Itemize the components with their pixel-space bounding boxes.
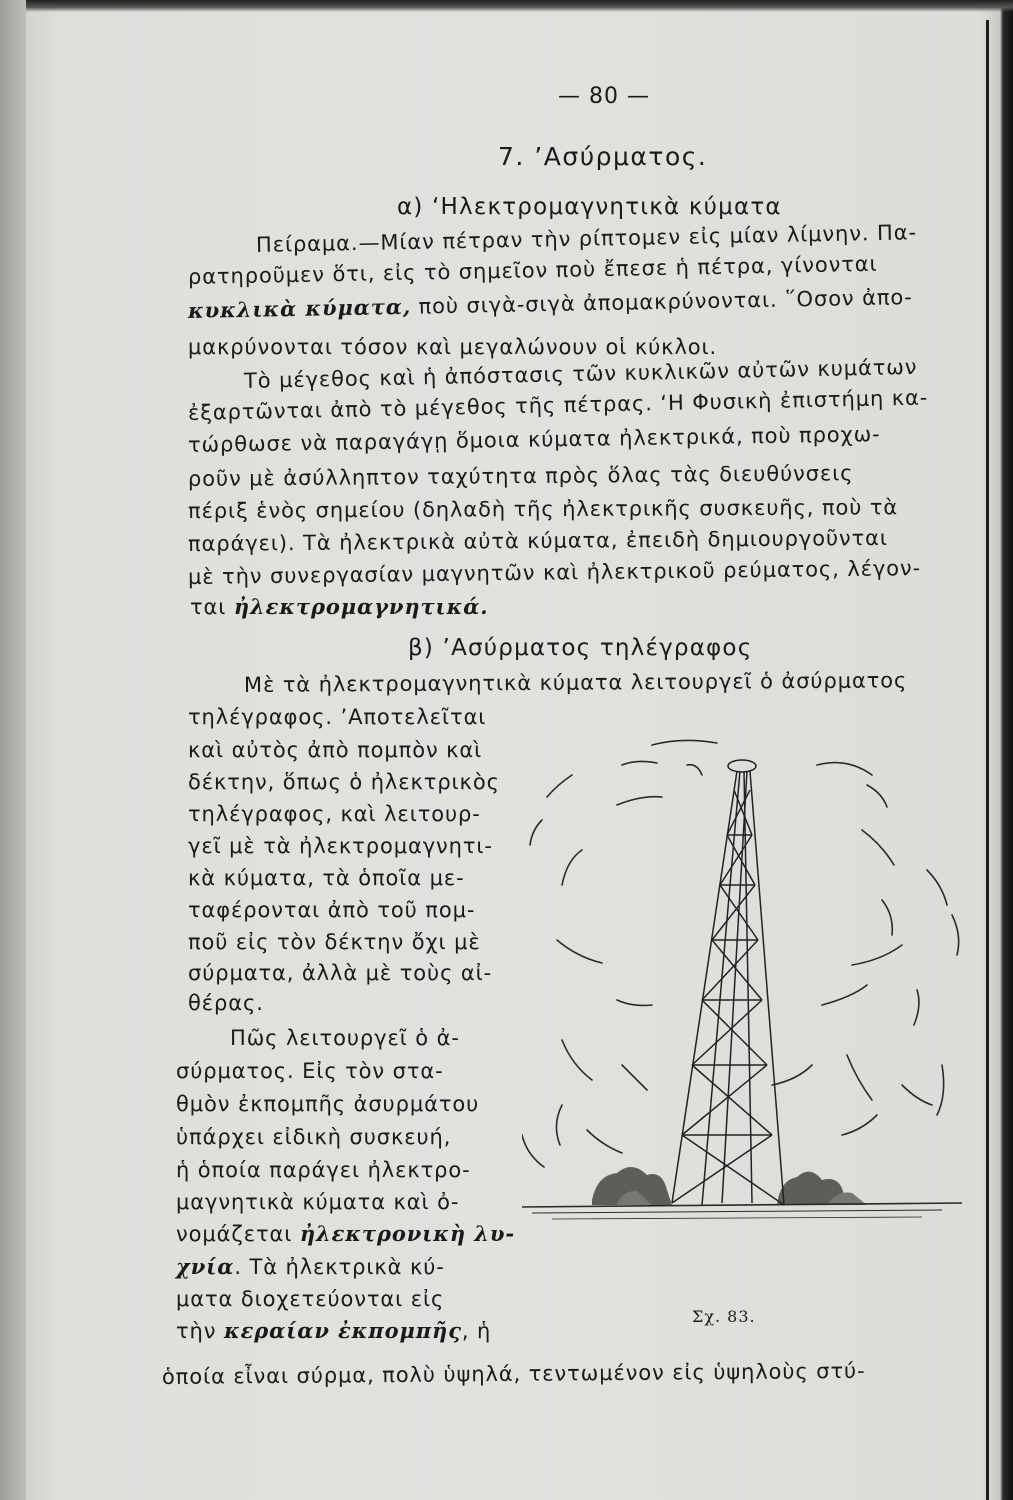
text-line-13: Μὲ τὰ ἠλεκτρομαγνητικὰ κύματα λειτουργεῖ ὁ ἀσύρματος xyxy=(243,668,908,697)
text-line-19: κὰ κύματα, τὰ ὁποῖα με- xyxy=(188,866,465,890)
radio-tower-illustration xyxy=(522,735,982,1295)
text-line-8: ροῦν μὲ ἀσύλληπτον ταχύτητα πρὸς ὅλας τὰς διευθύνσεις xyxy=(187,461,854,491)
term-ilektroniki-lychnia: ἠλεκτρονικὴ λυ- xyxy=(299,1221,515,1246)
text-line-5: Τὸ μέγεθος καὶ ἡ ἀπόστασις τῶν κυκλικῶν αὐτῶν κυμάτων xyxy=(243,354,918,393)
text-line-15: καὶ αὐτὸς ἀπὸ πομπὸν καὶ xyxy=(188,738,483,762)
text-line-17: τηλέγραφος, καὶ λειτουρ- xyxy=(188,802,481,826)
book-gutter xyxy=(0,0,26,1500)
text-line-27: ὑπάρχει εἰδικὴ συσκευή, xyxy=(176,1125,452,1149)
page-number: — 80 — xyxy=(558,84,650,109)
text-line-7: τώρθωσε νὰ παραγάγῃ ὅμοια κύματα ἠλεκτρικά, ποὺ προχω- xyxy=(187,422,881,457)
text-line-21: ποῦ εἰς τὸν δέκτην ὄχι μὲ xyxy=(188,930,481,954)
term-keraia-ekpompis: κεραίαν ἐκπομπῆς xyxy=(223,1318,462,1343)
text-line-23: θέρας. xyxy=(188,991,264,1015)
text-line-2: ρατηροῦμεν ὅτι, εἰς τὸ σημεῖον ποὺ ἔπεσε ἡ πέτρα, γίνονται xyxy=(187,251,878,289)
text-line-30: νομάζεται ἠλεκτρονικὴ λυ- xyxy=(176,1221,515,1246)
text-line-26: θμὸν ἐκπομπῆς ἀσυρμάτου xyxy=(176,1092,480,1116)
term-kykl-kymata: κυκλικὰ κύματα, xyxy=(187,293,412,323)
ground-shrubs xyxy=(592,1167,867,1205)
text-line-29: μαγνητικὰ κύματα καὶ ὀ- xyxy=(176,1190,460,1214)
text-line-28: ἡ ὁποία παράγει ἠλεκτρο- xyxy=(176,1158,471,1182)
ground-line xyxy=(522,1203,962,1219)
figure-caption: Σχ. 83. xyxy=(692,1307,756,1326)
text-line-18: γεῖ μὲ τὰ ἠλεκτρομαγνητι- xyxy=(188,834,493,858)
text-line-14: τηλέγραφος. ’Αποτελεῖται xyxy=(188,705,487,729)
scan-top-edge xyxy=(0,0,1013,12)
text-line-4: μακρύνονται τόσον καὶ μεγαλώνουν οἱ κύκλοι. xyxy=(188,335,718,359)
term-ilektromagnitika: ἠλεκτρομαγνητικά. xyxy=(233,594,489,619)
text-line-10: παράγει). Τὰ ἠλεκτρικὰ αὐτὰ κύματα, ἐπειδὴ δημιουργοῦνται xyxy=(187,525,888,556)
text-line-33: τὴν κεραίαν ἐκπομπῆς, ἡ xyxy=(176,1318,492,1343)
text-line-9: πέριξ ἑνὸς σημείου (δηλαδὴ τῆς ἠλεκτρικῆς συσκευῆς, ποὺ τὰ xyxy=(187,495,899,523)
text-line-16: δέκτην, ὅπως ὁ ἠλεκτρικὸς xyxy=(188,770,500,794)
term-lychnia-end: χνία xyxy=(176,1254,235,1279)
text-line-11: μὲ τὴν συνεργασίαν μαγνητῶν καὶ ἠλεκτρικοῦ ρεύματος, λέγον- xyxy=(187,556,922,589)
chapter-title: 7. ’Ασύρματος. xyxy=(498,142,708,171)
section-b-title: β) ’Ασύρματος τηλέγραφος xyxy=(408,635,753,661)
page-edge-line xyxy=(986,20,989,1500)
text-line-20: ταφέρονται ἀπὸ τοῦ πομ- xyxy=(188,898,476,922)
text-line-32: ματα διοχετεύονται εἰς xyxy=(176,1287,445,1311)
text-line-34: ὁποία εἶναι σύρμα, πολὺ ὑψηλά, τεντωμένον εἰς ὑψηλοὺς στύ- xyxy=(161,1358,866,1389)
text-line-3: κυκλικὰ κύματα, ποὺ σιγὰ-σιγὰ ἀπομακρύνονται. ῞Οσον ἀπο- xyxy=(187,285,913,323)
text-line-12: ται ἠλεκτρομαγνητικά. xyxy=(190,594,489,619)
section-a-title: α) ‘Ηλεκτρομαγνητικὰ κύματα xyxy=(397,194,782,220)
text-line-22: σύρματα, ἀλλὰ μὲ τοὺς αἰ- xyxy=(188,961,493,985)
text-line-24: Πῶς λειτουργεῖ ὁ ἀ- xyxy=(230,1026,460,1050)
tower-structure xyxy=(672,760,784,1205)
text-line-1: Πείραμα.—Μίαν πέτραν τὴν ρίπτομεν εἰς μίαν λίμνην. Πα- xyxy=(255,220,918,257)
text-line-6: ἐξαρτῶνται ἀπὸ τὸ μέγεθος τῆς πέτρας. ‘Η Φυσικὴ ἐπιστήμη κα- xyxy=(187,385,929,425)
text-line-31: χνία. Τὰ ἠλεκτρικὰ κύ- xyxy=(176,1254,445,1279)
text-line-25: σύρματος. Εἰς τὸν στα- xyxy=(176,1059,444,1083)
